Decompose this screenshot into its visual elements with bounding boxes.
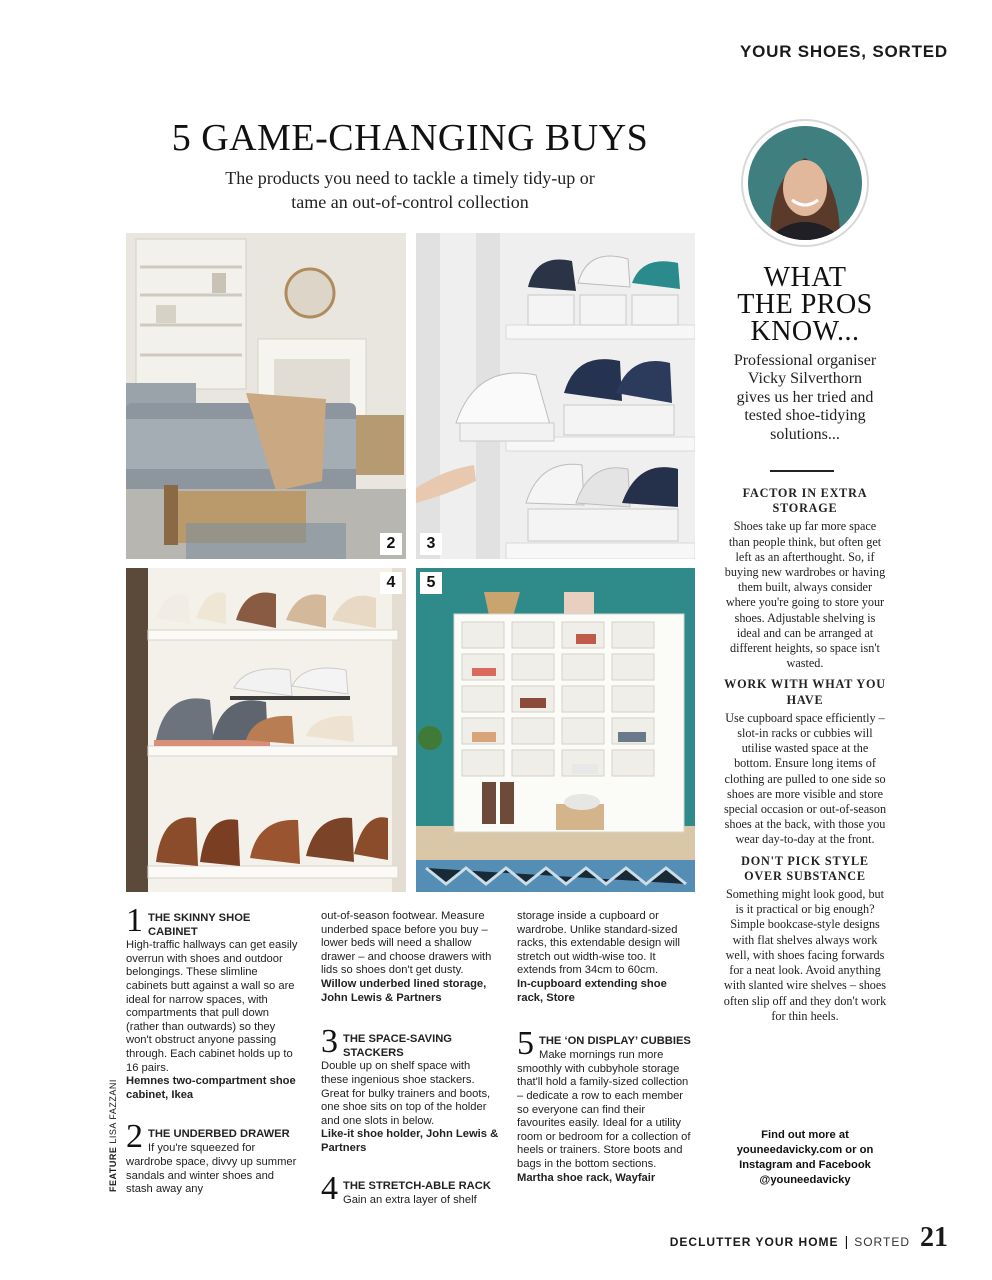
item-1-product: Hemnes two-compartment shoe cabinet, Ikea xyxy=(126,1075,296,1101)
find-out-more xyxy=(726,1128,884,1188)
footer-section: SORTED xyxy=(854,1235,910,1249)
footer-magazine: DECLUTTER YOUR HOME xyxy=(669,1235,839,1249)
byline-credit xyxy=(106,1079,120,1192)
photo-badge-4: 4 xyxy=(380,572,402,594)
item-5-title: THE ‘ON DISPLAY’ CUBBIES xyxy=(539,1035,691,1048)
item-2-title: THE UNDERBED DRAWER xyxy=(148,1128,290,1141)
find-out-line-4[interactable]: @youneedavicky xyxy=(759,1174,851,1186)
item-5-body: Make mornings run more smoothly with cubbyhole storage that'll hold a family-sized collection – dedicate a row to each member so everyone can find their favourites easily. Ideal for a utility room or bedroom for a collection of heels or trainers. Store boots and bags in the bottom sections. xyxy=(517,1049,691,1170)
item-3-body: Double up on shelf space with these ingenious shoe stackers. Great for bulky trainers and boots, one shoe sits on top of the holder and one slots in below. xyxy=(321,1060,491,1127)
column-3 xyxy=(517,910,695,1185)
item-4-title: THE STRETCH-ABLE RACK xyxy=(343,1179,491,1192)
photo-badge-5: 5 xyxy=(420,572,442,594)
item-2-number: 2 xyxy=(126,1118,143,1156)
item-4-body-part1: Gain an extra layer of shelf xyxy=(343,1193,477,1206)
item-3-number: 3 xyxy=(321,1023,338,1061)
item-1-title: THE SKINNY SHOE CABINET xyxy=(148,912,251,938)
photo-shoe-stackers xyxy=(416,233,695,559)
find-out-line-1: Find out more at xyxy=(761,1129,849,1141)
subtitle-line-2: tame an out-of-control collection xyxy=(291,192,529,212)
photo-badge-3: 3 xyxy=(420,533,442,555)
item-4-body-part2: storage inside a cupboard or wardrobe. Unlike standard-sized racks, this extendable design will stretch out width-wise too. It extends from 34cm to 60cm. xyxy=(517,910,680,977)
sidebar-title xyxy=(726,264,884,345)
photo-bedroom xyxy=(126,233,406,559)
credit-name: LISA FAZZANI xyxy=(108,1079,118,1144)
item-1-body: High-traffic hallways can get easily overrun with shoes and outdoor belongings. These slimline cabinets butt against a wall so are ideal for narrow spaces, with compartments that pull down (rather than outwards) so they won't obstruct anyone passing through. Each cabinet holds up to 16 pairs. xyxy=(126,939,298,1074)
tip-3-body: Something might look good, but is it practical or big enough? Simple bookcase-style designs with flat shelves always work well, with shoes facing forwards for a neat look. Avoid anything with slanted wire shelves – shoes often slip off and they don't work for thin heels. xyxy=(723,887,887,1023)
sidebar-intro: Professional organiser Vicky Silverthorn gives us her tried and tested shoe-tidying solutions... xyxy=(733,352,877,443)
item-1-number: 1 xyxy=(126,902,143,939)
column-1 xyxy=(126,902,302,1197)
sidebar-divider xyxy=(770,470,834,472)
credit-label: FEATURE xyxy=(108,1146,118,1192)
sidebar-tips xyxy=(722,486,888,1030)
item-2-body-part2: out-of-season footwear. Measure underbed space before you buy – lower beds will need a shallow drawer – and choose drawers with lids so shoes don't get dusty. xyxy=(321,910,492,977)
page-footer xyxy=(670,1222,948,1254)
tip-2-heading: WORK WITH WHAT YOU HAVE xyxy=(724,677,886,707)
item-5-heading xyxy=(517,1025,695,1063)
tip-2-body: Use cupboard space efficiently – slot-in racks or cubbies will utilise wasted space at the bottom. Ensure long items of clothing are pulled to one side so shoes are more visible and store special occasion or out-of-season shoes at the back, with those you wear day-to-day at the front. xyxy=(723,710,887,847)
item-2-body-part1: If you're squeezed for wardrobe space, divvy up summer sandals and winter shoes and stash away any xyxy=(126,1142,297,1196)
find-out-line-3: Instagram and Facebook xyxy=(739,1159,871,1171)
item-5-number: 5 xyxy=(517,1025,534,1063)
photo-stretch-rack xyxy=(126,568,406,892)
article-title: 5 GAME-CHANGING BUYS xyxy=(171,117,649,159)
footer-separator: | xyxy=(844,1233,849,1249)
item-4-product: In-cupboard extending shoe rack, Store xyxy=(517,977,667,1004)
tip-1-body: Shoes take up far more space than people think, but often get left as an afterthought. So, if buying new wardrobes or having them built, always consider where you're going to store your shoes. Adjustable shelving is ideal and can be arranged at different heights, so space isn't wasted. xyxy=(724,519,886,671)
find-out-line-2[interactable]: youneedavicky.com or on xyxy=(736,1144,874,1156)
item-2-heading xyxy=(126,1118,302,1156)
item-3-title: THE SPACE-SAVING STACKERS xyxy=(343,1033,452,1059)
sidebar-title-line-3: KNOW... xyxy=(750,316,860,347)
item-3-product: Like-it shoe holder, John Lewis & Partners xyxy=(321,1128,499,1154)
item-2-product: Willow underbed lined storage, John Lewis & Partners xyxy=(321,977,487,1004)
sidebar-title-line-2: THE PROS xyxy=(737,289,873,320)
subtitle-line-1: The products you need to tackle a timely tidy-up or xyxy=(225,168,595,188)
item-1-heading xyxy=(126,902,302,939)
item-3-heading xyxy=(321,1023,499,1061)
column-2 xyxy=(321,910,499,1207)
expert-portrait xyxy=(740,118,870,248)
item-4-number: 4 xyxy=(321,1169,338,1207)
sidebar-title-line-1: WHAT xyxy=(763,262,847,293)
article-subtitle xyxy=(170,166,650,214)
tip-3-heading: DON'T PICK STYLE OVER SUBSTANCE xyxy=(741,853,869,883)
item-5-product: Martha shoe rack, Wayfair xyxy=(517,1171,656,1184)
page-number: 21 xyxy=(920,1222,948,1253)
tip-1-heading: FACTOR IN EXTRA STORAGE xyxy=(742,486,868,516)
photo-badge-2: 2 xyxy=(380,533,402,555)
section-tag: YOUR SHOES, SORTED xyxy=(739,42,948,61)
photo-cubbies xyxy=(416,568,695,892)
